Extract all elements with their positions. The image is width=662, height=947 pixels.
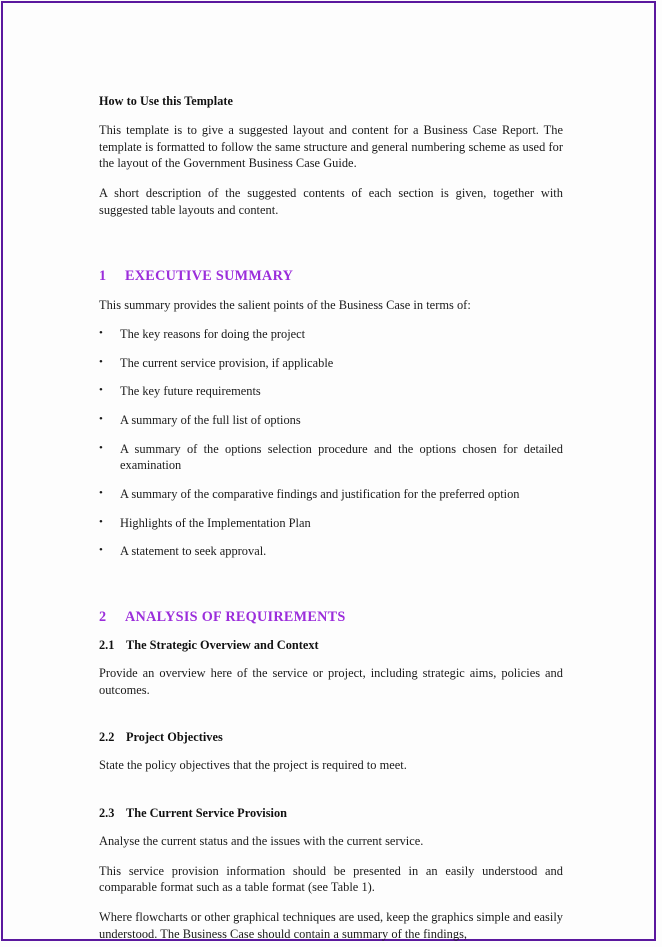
- subsection-2-2-number: 2.2: [99, 730, 115, 745]
- intro-subtitle: How to Use this Template: [99, 94, 233, 108]
- bullet-marker-icon: •: [99, 384, 103, 397]
- list-item-label: The key reasons for doing the project: [120, 326, 306, 341]
- list-item: [99, 543, 563, 560]
- list-item: [99, 515, 563, 532]
- subsection-2-3-paragraph-3: Where flowcharts or other graphical techniques are used, keep the graphics simple and easily understood. The Business Case should contain a summary of the findings,: [99, 909, 563, 941]
- bullet-marker-icon: •: [99, 326, 103, 339]
- section-1-number: 1: [99, 268, 107, 285]
- bullet-marker-icon: •: [99, 544, 103, 557]
- list-item: [99, 441, 563, 474]
- list-item-label: Highlights of the Implementation Plan: [120, 515, 311, 530]
- subsection-2-1-heading: [99, 638, 563, 653]
- subsection-2-3-heading: [99, 806, 563, 821]
- bullet-marker-icon: •: [99, 355, 103, 368]
- list-item-label: A summary of the comparative findings and justification for the preferred option: [120, 486, 520, 501]
- section-2-heading: [99, 609, 563, 626]
- section-2-number: 2: [99, 608, 107, 625]
- bullet-marker-icon: •: [99, 412, 103, 425]
- list-item-label: A summary of the options selection procedure and the options chosen for detailed examination: [120, 441, 563, 473]
- section-1-bullet-list: [99, 326, 563, 560]
- list-item: [99, 326, 563, 343]
- subsection-2-2-spacer: [99, 711, 563, 730]
- list-item-label: A statement to seek approval.: [120, 544, 267, 559]
- list-item: [99, 355, 563, 372]
- subsection-2-3-paragraph-2: This service provision information should be presented in an easily understood and comparable format such as a table format (see Table 1).: [99, 863, 563, 895]
- intro-paragraph-2: A short description of the suggested contents of each section is given, together with suggested table layouts and content.: [99, 185, 563, 217]
- section-1-title: EXECUTIVE SUMMARY: [125, 268, 294, 285]
- intro-paragraph-1: This template is to give a suggested layout and content for a Business Case Report. The template is formatted to follow the same structure and general numbering scheme as used for the layout of the Government Business Case Guide.: [99, 122, 563, 171]
- subsection-2-3-spacer: [99, 787, 563, 806]
- section-1-spacer: [99, 231, 563, 268]
- list-item-label: A summary of the full list of options: [120, 412, 301, 427]
- list-item-label: The key future requirements: [120, 384, 261, 399]
- bullet-marker-icon: •: [99, 515, 103, 528]
- bullet-marker-icon: •: [99, 441, 103, 454]
- subsection-2-1-paragraph-1: Provide an overview here of the service or project, including strategic aims, policies and outcomes.: [99, 665, 563, 697]
- section-1-heading: [99, 268, 563, 285]
- subsection-2-3-title: The Current Service Provision: [126, 805, 287, 820]
- bullet-marker-icon: •: [99, 486, 103, 499]
- section-2-spacer: [99, 572, 563, 609]
- subsection-2-3-number: 2.3: [99, 805, 115, 820]
- subsection-2-1-title: The Strategic Overview and Context: [126, 637, 319, 652]
- section-2-title: ANALYSIS OF REQUIREMENTS: [125, 608, 346, 625]
- subsection-2-2-heading: [99, 730, 563, 745]
- section-1-lead-paragraph: This summary provides the salient points of the Business Case in terms of:: [99, 298, 471, 313]
- list-item: [99, 412, 563, 429]
- subsection-2-2-title: Project Objectives: [126, 730, 223, 745]
- subsection-2-2-paragraph-1: State the policy objectives that the project is required to meet.: [99, 758, 407, 773]
- list-item: [99, 486, 563, 503]
- list-item: [99, 383, 563, 400]
- subsection-2-1-number: 2.1: [99, 637, 115, 652]
- document-content: [99, 94, 563, 947]
- subsection-2-3-paragraph-1: Analyse the current status and the issues with the current service.: [99, 833, 424, 848]
- list-item-label: The current service provision, if applicable: [120, 355, 334, 370]
